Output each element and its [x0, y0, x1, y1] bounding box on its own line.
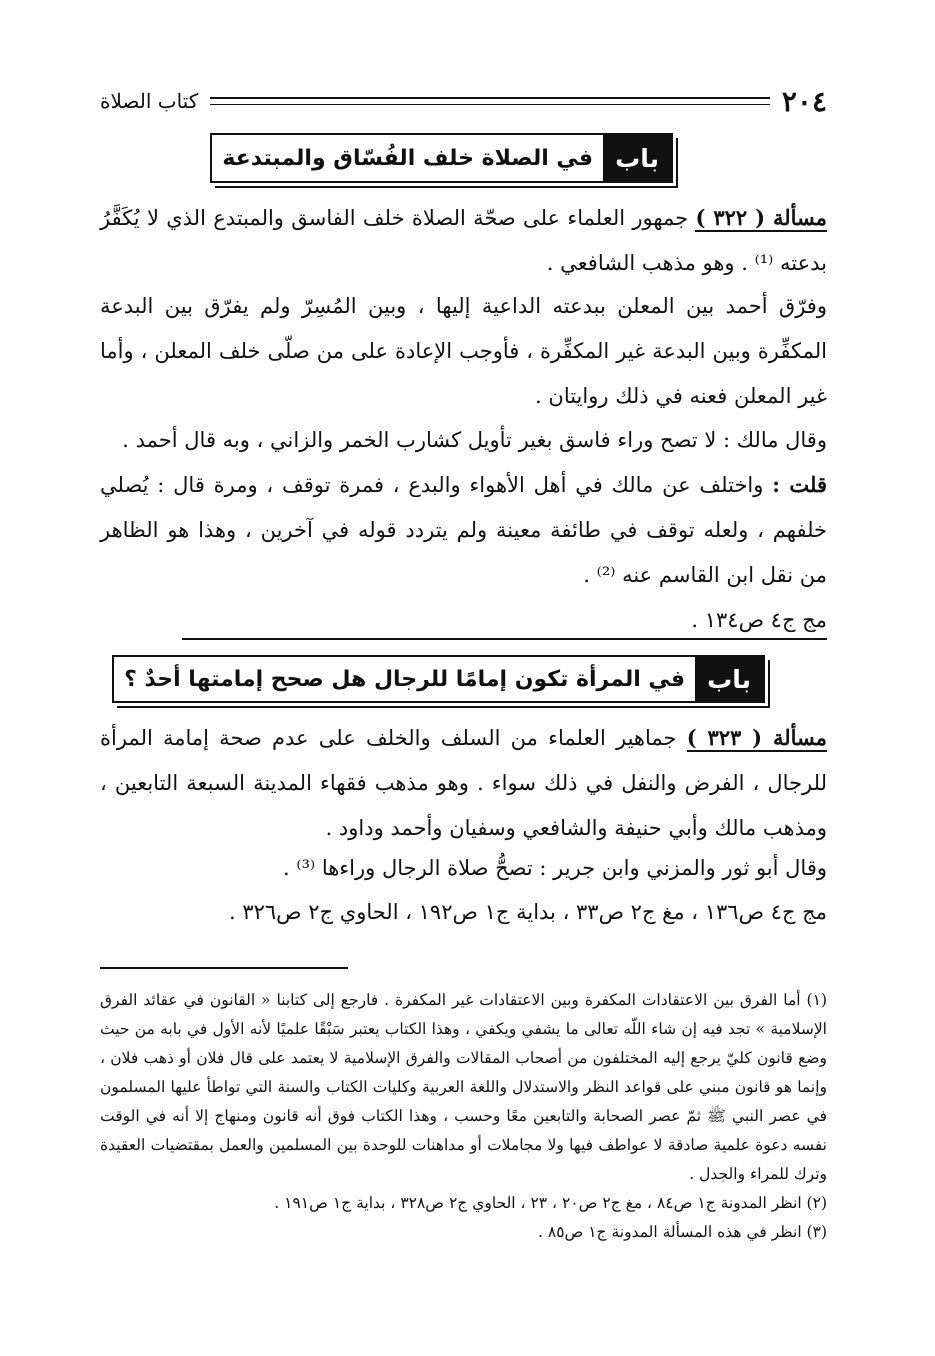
footnote: (٢) انظر المدونة ج١ ص٨٤ ، مغ ج٢ ص٢٠ ، ٢٣ ، الحاوي ج٢ ص٣٢٨ ، بداية ج١ ص١٩١ . [274, 1194, 827, 1212]
chapter-label: باب [695, 657, 763, 701]
running-header [100, 84, 827, 118]
footnote: (٣) انظر في هذه المسألة المدونة ج١ ص٨٥ . [538, 1223, 827, 1241]
book-title: كتاب الصلاة [100, 89, 199, 113]
issue-text: جمهور العلماء على صحّة الصلاة خلف الفاسق والمبتدع الذي لا يُكَفَّرُ بدعته ⁽¹⁾ . وهو مذهب الشافعي . [100, 206, 827, 275]
paragraph: وفرّق أحمد بين المعلن ببدعته الداعية إليها ، وبين المُسِرّ ولم يفرّق بين البدعة المكفِّرة وبين البدعة غير المكفِّرة ، فأوجب الإعادة على من صلّى خلف المعلن ، وأما غير المعلن فعنه في ذلك روايتان . [100, 294, 827, 408]
issue-number: مسألة ( ٣٢٣ ) [686, 725, 827, 750]
chapter-heading-1 [210, 133, 673, 183]
header-rule [210, 97, 770, 105]
paragraph: وقال أبو ثور والمزني وابن جرير : تصحُّ صلاة الرجال وراءها ⁽³⁾ . [283, 856, 827, 880]
chapter-title: في المرأة تكون إمامًا للرجال هل صحح إمامتها أحدٌ ؟ [124, 666, 686, 692]
section-divider [182, 638, 827, 640]
qultu-lead: قلت : [772, 472, 827, 497]
footnote-rule [100, 967, 348, 969]
issue-text: جماهير العلماء من السلف والخلف على عدم صحة إمامة المرأة للرجال ، الفرض والنفل في ذلك سواء . وهو مذهب فقهاء المدينة السبعة التابعين ، ومذهب مالك وأبي حنيفة والشافعي وسفيان وأحمد وداود . [100, 726, 827, 840]
footnote: (١) أما الفرق بين الاعتقادات المكفرة وبين الاعتقادات غير المكفرة . فارجع إلى كتابنا « القانون في عقائد الفرق الإسلامية » تجد فيه إن شاء اللّه تعالى ما يشفي ويكفي ، وهذا الكتاب يعتبر سَبْقًا علميًا لأنه الأول في بابه من حيث وضع قانون كليّ يرجع إليه المختلفون من أصحاب المقالات والفرق الإسلامية لا يعتمد على قال فلان أو ذهب فلان ، وإنما هو قانون مبني على قواعد النظر والاستدلال واللغة العربية وكليات الكتاب والسنة التي تواطأ عليها المسلمون في عصر النبي ﷺ ثمّ عصر الصحابة والتابعين معًا وحسب ، وهذا الكتاب فوق أنه قانون ومنهاج إلا أنه في الوقت نفسه دعوة علمية صادقة لا عواطف فيها ولا مجاملات أو مداهنات للوحدة بين المسلمين والعمل بمقتضيات العقيدة وترك للمراء والجدل . [100, 991, 827, 1183]
issue-number: مسألة ( ٣٢٢ ) [695, 205, 828, 230]
paragraph: وقال مالك : لا تصح وراء فاسق بغير تأويل كشارب الخمر والزاني ، وبه قال أحمد . [122, 428, 827, 452]
chapter-label: باب [603, 135, 671, 181]
chapter-heading-2 [112, 655, 765, 703]
issue-322 [100, 195, 827, 286]
paragraph-text: واختلف عن مالك في أهل الأهواء والبدع ، فمرة توقف ، ومرة قال : يُصلي خلفهم ، ولعله توقف في طائفة معينة ولم يتردد قوله في آخرين ، وهذا هو الظاهر من نقل ابن القاسم عنه ⁽²⁾ . [100, 473, 827, 587]
source-reference: مج ج٤ ص١٣٦ ، مغ ج٢ ص٣٣ ، بداية ج١ ص١٩٢ ، الحاوي ج٢ ص٣٢٦ . [228, 900, 827, 924]
chapter-title: في الصلاة خلف الفُسّاق والمبتدعة [222, 145, 594, 171]
page-number: ٢٠٤ [781, 84, 827, 118]
paragraph [100, 462, 827, 598]
source-reference: مج ج٤ ص١٣٤ . [691, 608, 827, 632]
issue-323 [100, 715, 827, 851]
footnotes [100, 986, 827, 1247]
